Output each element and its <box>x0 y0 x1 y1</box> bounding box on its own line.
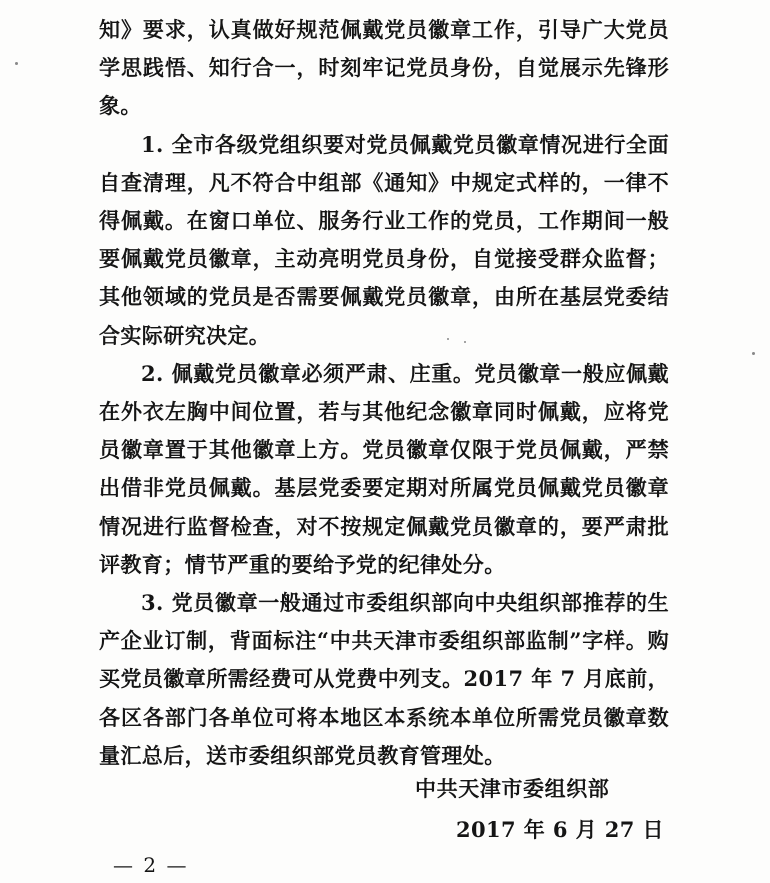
page-number: — 2 — <box>113 853 189 877</box>
paragraph-item-3: 3. 党员徽章一般通过市委组织部向中央组织部推荐的生产企业订制，背面标注“中共天津市委组织部监制”字样。购买党员徽章所需经费可从党费中列支。2017 年 7 月底前，各区各部门各单位可将本地区本系统本单位所需党员徽章数量汇总后，送市委组织部党员教育管理处。 <box>99 590 669 768</box>
document-body <box>99 11 669 775</box>
issue-date: 2017 年 6 月 27 日 <box>456 817 664 842</box>
paragraph-intro: 知》要求，认真做好规范佩戴党员徽章工作，引导广大党员学思践悟、知行合一，时刻牢记党员身份，自觉展示先锋形象。 <box>99 17 669 119</box>
scan-speck <box>15 62 18 65</box>
paragraph-item-2: 2. 佩戴党员徽章必须严肃、庄重。党员徽章一般应佩戴在外衣左胸中间位置，若与其他纪念徽章同时佩戴，应将党员徽章置于其他徽章上方。党员徽章仅限于党员佩戴，严禁出借非党员佩戴。基层党委要定期对所属党员佩戴党员徽章情况进行监督检查，对不按规定佩戴党员徽章的，要严肃批评教育；情节严重的要给予党的纪律处分。 <box>99 360 669 577</box>
issuer-signature: 中共天津市委组织部 <box>415 776 610 801</box>
scan-speck <box>464 341 466 343</box>
scan-speck <box>447 338 449 340</box>
scan-speck <box>752 352 755 355</box>
paragraph-item-1: 1. 全市各级党组织要对党员佩戴党员徽章情况进行全面自查清理，凡不符合中组部《通知》中规定式样的，一律不得佩戴。在窗口单位、服务行业工作的党员，工作期间一般要佩戴党员徽章，主动亮明党员身份，自觉接受群众监督；其他领域的党员是否需要佩戴党员徽章，由所在基层党委结合实际研究决定。 <box>99 131 669 348</box>
